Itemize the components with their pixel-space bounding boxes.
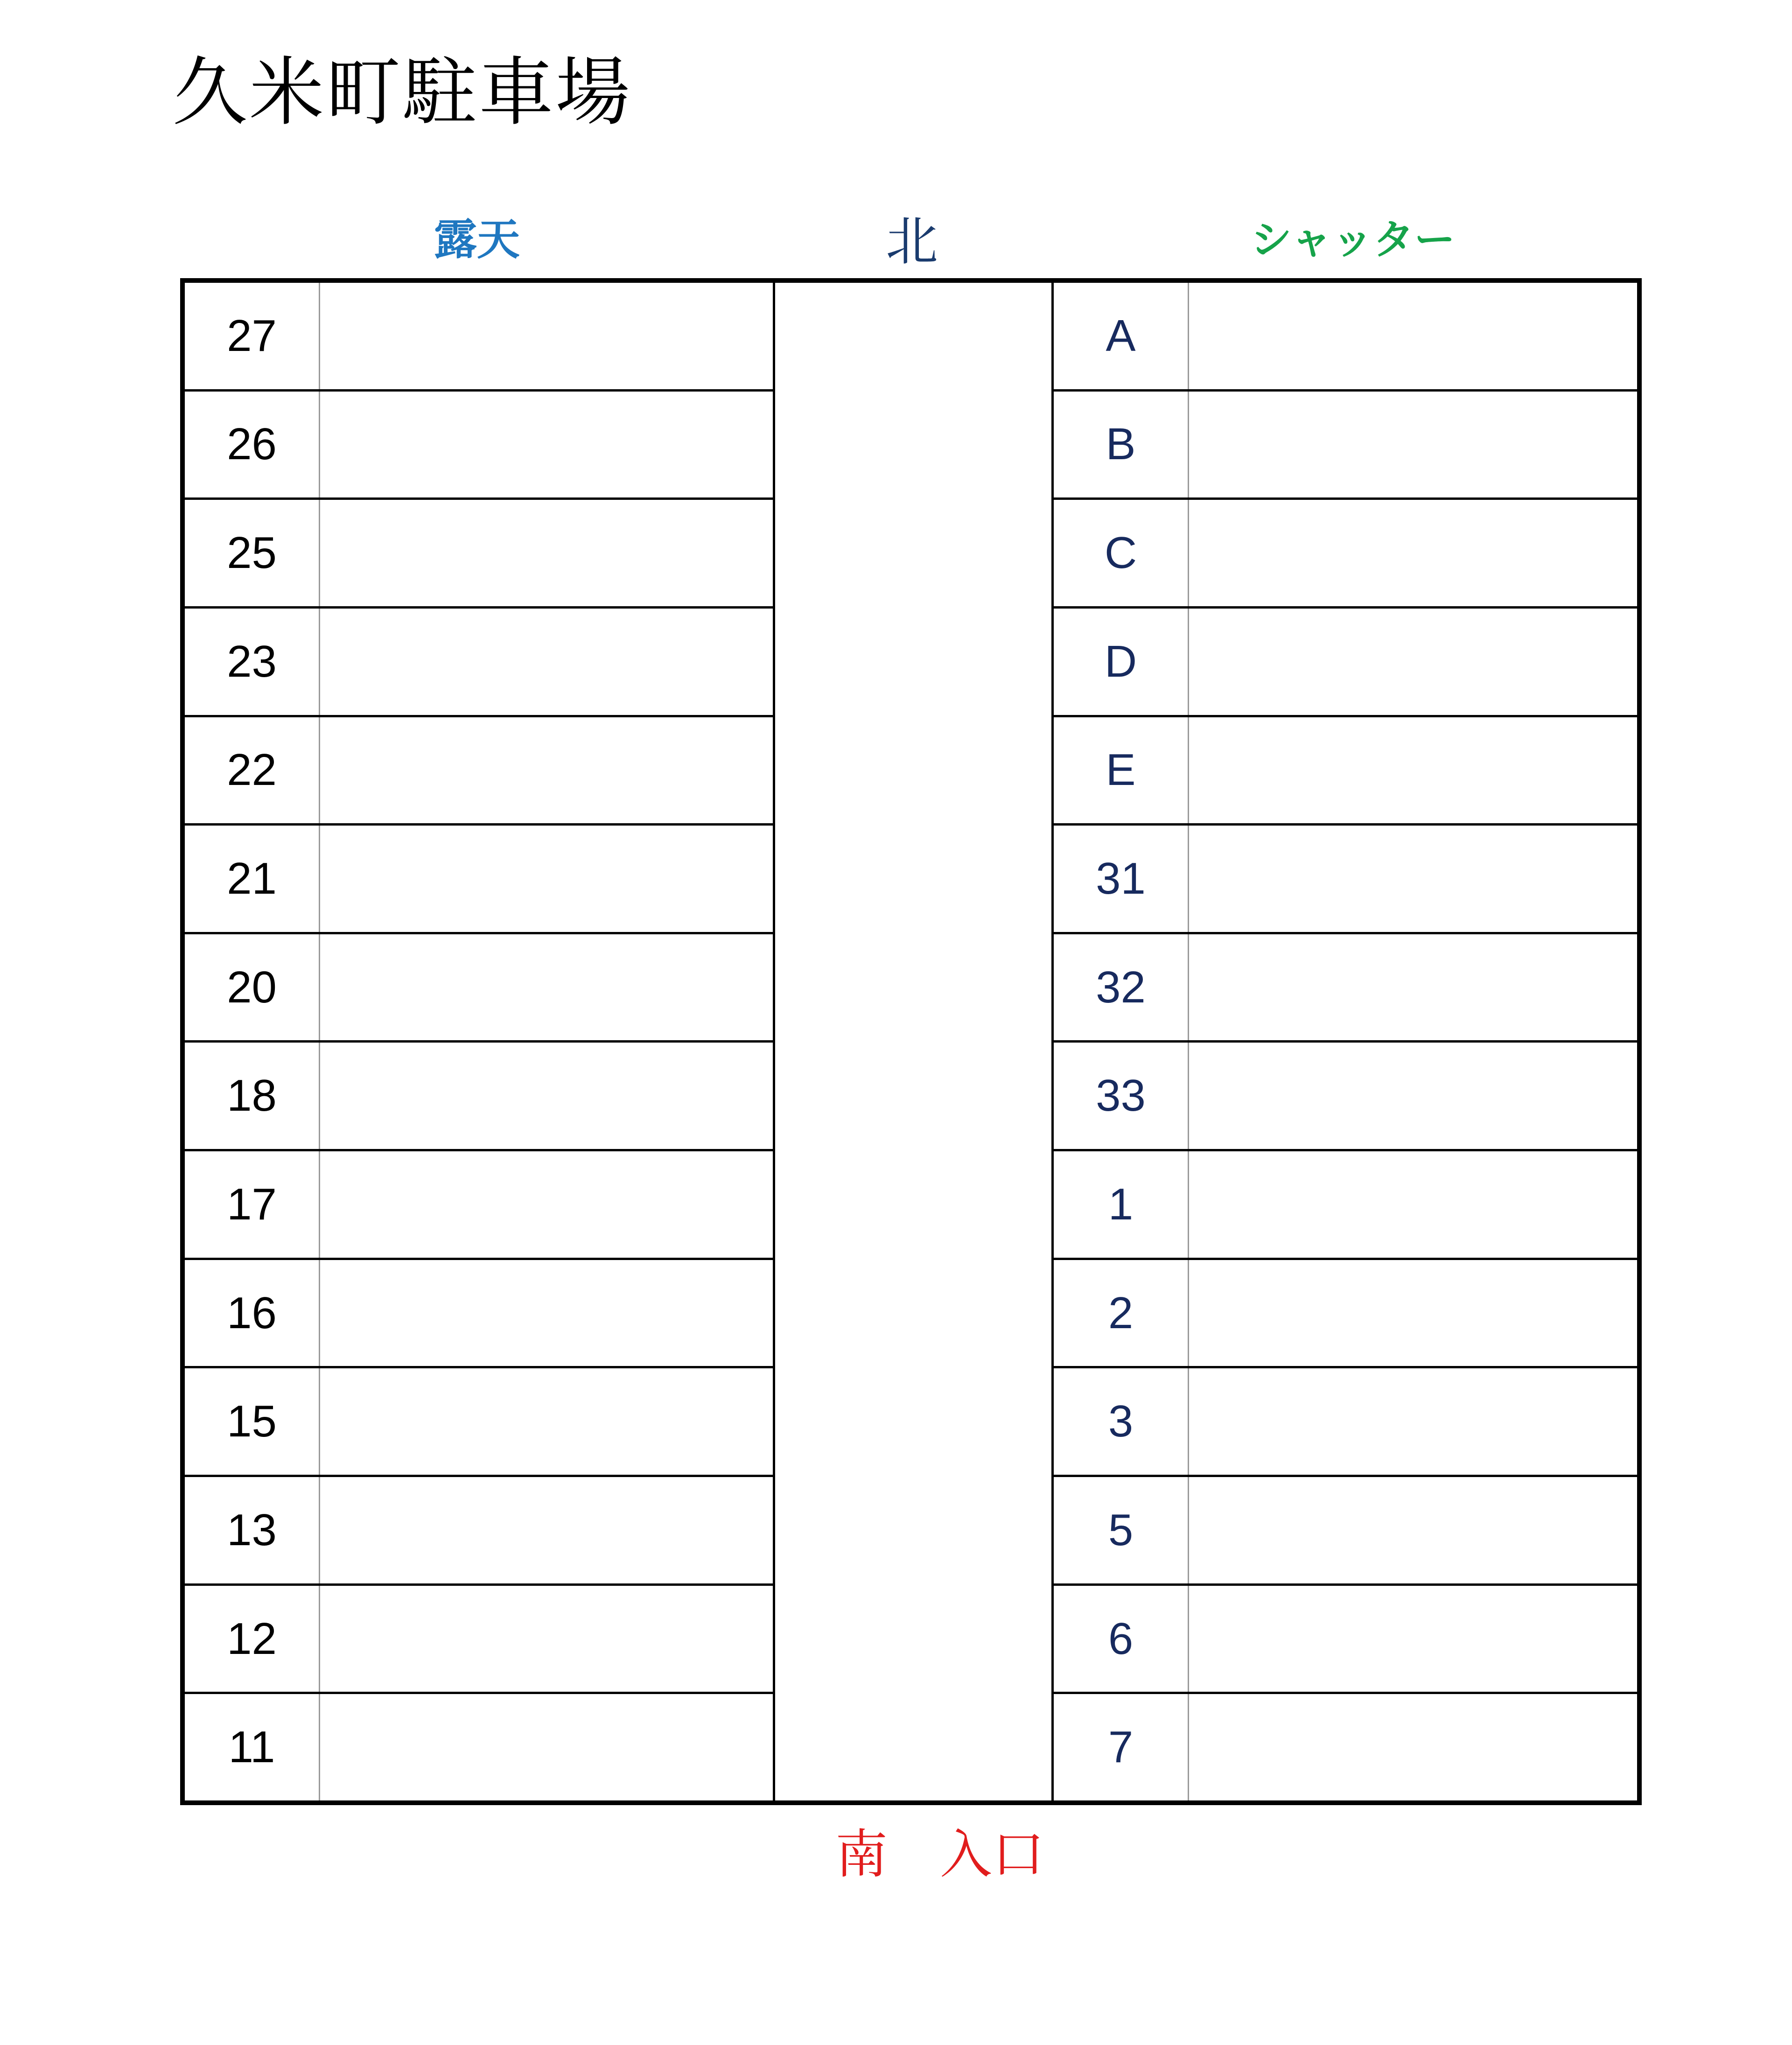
stall-name-field — [1189, 934, 1637, 1041]
stall-row — [1054, 1477, 1637, 1586]
stall-name-field — [1189, 609, 1637, 715]
stall-number: 6 — [1054, 1586, 1189, 1692]
stall-number: 26 — [185, 392, 320, 498]
stall-name-field — [320, 1043, 773, 1149]
center-aisle — [773, 283, 1054, 1800]
stall-row — [1054, 1151, 1637, 1260]
shutter-stall-column — [1054, 283, 1637, 1800]
stall-row — [1054, 1368, 1637, 1477]
stall-number: E — [1054, 717, 1189, 824]
stall-name-field — [1189, 1151, 1637, 1258]
stall-number: C — [1054, 500, 1189, 606]
stall-name-field — [1189, 500, 1637, 606]
stall-name-field — [1189, 1043, 1637, 1149]
stall-row — [185, 609, 773, 717]
stall-number: 32 — [1054, 934, 1189, 1041]
stall-row — [1054, 717, 1637, 826]
stall-number: 22 — [185, 717, 320, 824]
stall-row — [185, 1694, 773, 1800]
stall-name-field — [320, 1260, 773, 1366]
outdoor-label: 露天 — [434, 215, 520, 265]
stall-row — [1054, 1260, 1637, 1369]
stall-row — [185, 1043, 773, 1151]
stall-row — [185, 1477, 773, 1586]
stall-name-field — [1189, 392, 1637, 498]
stall-name-field — [320, 1151, 773, 1258]
stall-name-field — [320, 392, 773, 498]
stall-row — [1054, 392, 1637, 500]
stall-number: 15 — [185, 1368, 320, 1475]
stall-name-field — [1189, 283, 1637, 389]
stall-row — [1054, 609, 1637, 717]
stall-name-field — [320, 1368, 773, 1475]
stall-row — [185, 934, 773, 1043]
stall-name-field — [320, 500, 773, 606]
stall-number: 20 — [185, 934, 320, 1041]
shutter-label: シャッター — [1251, 216, 1456, 264]
stall-row — [1054, 1586, 1637, 1695]
stall-number: 25 — [185, 500, 320, 606]
stall-number: 31 — [1054, 826, 1189, 932]
stall-row — [1054, 283, 1637, 392]
stall-row — [1054, 500, 1637, 609]
stall-name-field — [1189, 826, 1637, 932]
stall-row — [185, 826, 773, 934]
stall-name-field — [1189, 1260, 1637, 1366]
stall-number: 11 — [185, 1694, 320, 1800]
stall-name-field — [320, 1586, 773, 1692]
stall-name-field — [1189, 1477, 1637, 1583]
outdoor-stall-column — [185, 283, 773, 1800]
stall-row — [1054, 1694, 1637, 1800]
north-label: 北 — [886, 211, 938, 272]
south-entrance-label: 南 入口 — [835, 1824, 1044, 1885]
stall-number: 27 — [185, 283, 320, 389]
stall-row — [185, 1586, 773, 1695]
stall-number: 2 — [1054, 1260, 1189, 1366]
stall-name-field — [320, 826, 773, 932]
stall-row — [185, 500, 773, 609]
stall-number: 7 — [1054, 1694, 1189, 1800]
stall-name-field — [1189, 1368, 1637, 1475]
stall-number: 18 — [185, 1043, 320, 1149]
stall-name-field — [1189, 717, 1637, 824]
stall-name-field — [1189, 1694, 1637, 1800]
stall-name-field — [320, 1477, 773, 1583]
stall-number: D — [1054, 609, 1189, 715]
page-title: 久米町駐車場 — [173, 49, 632, 136]
stall-number: 21 — [185, 826, 320, 932]
stall-row — [185, 1151, 773, 1260]
stall-name-field — [320, 717, 773, 824]
stall-row — [1054, 1043, 1637, 1151]
parking-lot-map — [180, 278, 1642, 1805]
stall-number: 33 — [1054, 1043, 1189, 1149]
stall-number: 13 — [185, 1477, 320, 1583]
stall-row — [185, 1368, 773, 1477]
stall-name-field — [320, 934, 773, 1041]
stall-number: 16 — [185, 1260, 320, 1366]
stall-number: 23 — [185, 609, 320, 715]
stall-number: 17 — [185, 1151, 320, 1258]
stall-number: 1 — [1054, 1151, 1189, 1258]
stall-number: A — [1054, 283, 1189, 389]
stall-row — [185, 1260, 773, 1369]
stall-row — [185, 392, 773, 500]
stall-row — [1054, 934, 1637, 1043]
stall-row — [1054, 826, 1637, 934]
stall-row — [185, 283, 773, 392]
stall-name-field — [1189, 1586, 1637, 1692]
stall-number: B — [1054, 392, 1189, 498]
stall-number: 3 — [1054, 1368, 1189, 1475]
stall-row — [185, 717, 773, 826]
stall-number: 12 — [185, 1586, 320, 1692]
stall-name-field — [320, 283, 773, 389]
stall-number: 5 — [1054, 1477, 1189, 1583]
stall-name-field — [320, 1694, 773, 1800]
stall-name-field — [320, 609, 773, 715]
